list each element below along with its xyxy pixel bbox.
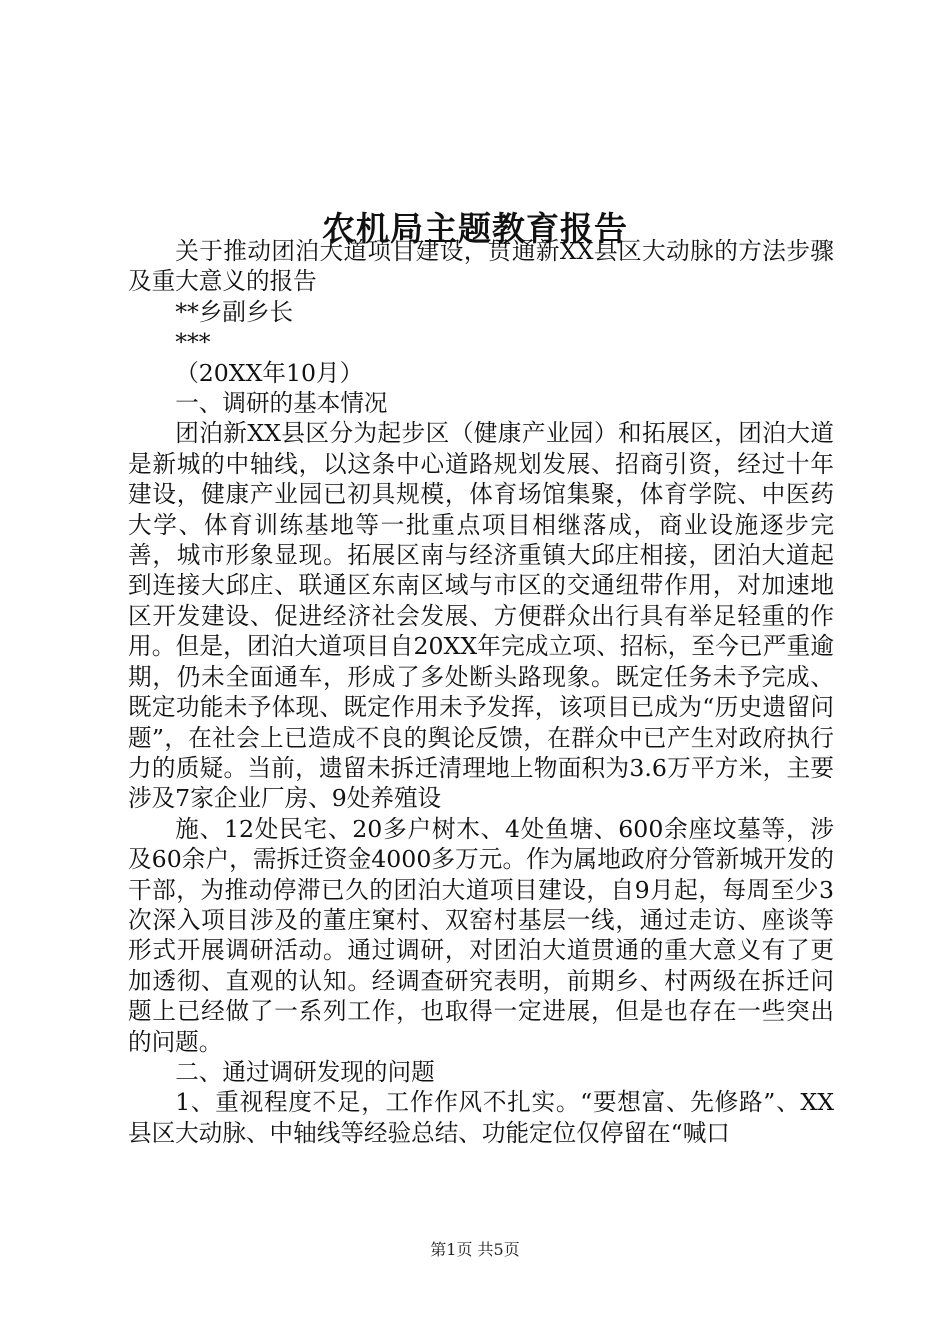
report-subtitle: 关于推动团泊大道项目建设，贯通新XX县区大动脉的方法步骤及重大意义的报告 bbox=[128, 237, 834, 296]
paragraph: 施、12处民宅、20多户树木、4处鱼塘、600余座坟墓等，涉及60余户，需拆迁资金4000多万元。作为属地政府分管新城开发的干部，为推动停滞已久的团泊大道项目建设，自9月起，每周至少3次深入项目涉及的董庄窠村、双窑村基层一线，通过走访、座谈等形式开展调研活动。通过调研，对团泊大道贯通的重大意义有了更加透彻、直观的认知。经调查研究表明，前期乡、村两级在拆迁问题上已经做了一系列工作，也取得一定进展，但是也存在一些突出的问题。 bbox=[128, 814, 834, 1056]
author-position: **乡副乡长 bbox=[175, 297, 294, 326]
section-heading-2: 二、通过调研发现的问题 bbox=[175, 1057, 435, 1086]
section-heading-1: 一、调研的基本情况 bbox=[175, 389, 388, 418]
paragraph: 1、重视程度不足，工作作风不扎实。“要想富、先修路”、XX县区大动脉、中轴线等经验总结、功能定位仅停留在“喊口 bbox=[128, 1088, 834, 1147]
document-title: 农机局主题教育报告 bbox=[322, 209, 628, 249]
page-number: 第1页 共5页 bbox=[430, 1240, 520, 1259]
author-name: *** bbox=[175, 328, 211, 357]
document-body bbox=[128, 236, 834, 1148]
paragraph: 团泊新XX县区分为起步区（健康产业园）和拓展区，团泊大道是新城的中轴线，以这条中心道路规划发展、招商引资，经过十年建设，健康产业园已初具规模，体育场馆集聚，体育学院、中医药大学、体育训练基地等一批重点项目相继落成，商业设施逐步完善，城市形象显现。拓展区南与经济重镇大邱庄相接，团泊大道起到连接大邱庄、联通区东南区域与市区的交通纽带作用，对加速地区开发建设、促进经济社会发展、方便群众出行具有举足轻重的作用。但是，团泊大道项目自20XX年完成立项、招标，至今已严重逾期，仍未全面通车，形成了多处断头路现象。既定任务未予完成、既定功能未予体现、既定作用未予发挥，该项目已成为“历史遗留问题”，在社会上已造成不良的舆论反馈，在群众中已产生对政府执行力的质疑。当前，遗留未拆迁清理地上物面积为3.6万平方米，主要涉及7家企业厂房、9处养殖设 bbox=[128, 419, 834, 813]
report-date: （20XX年10月） bbox=[175, 358, 364, 387]
